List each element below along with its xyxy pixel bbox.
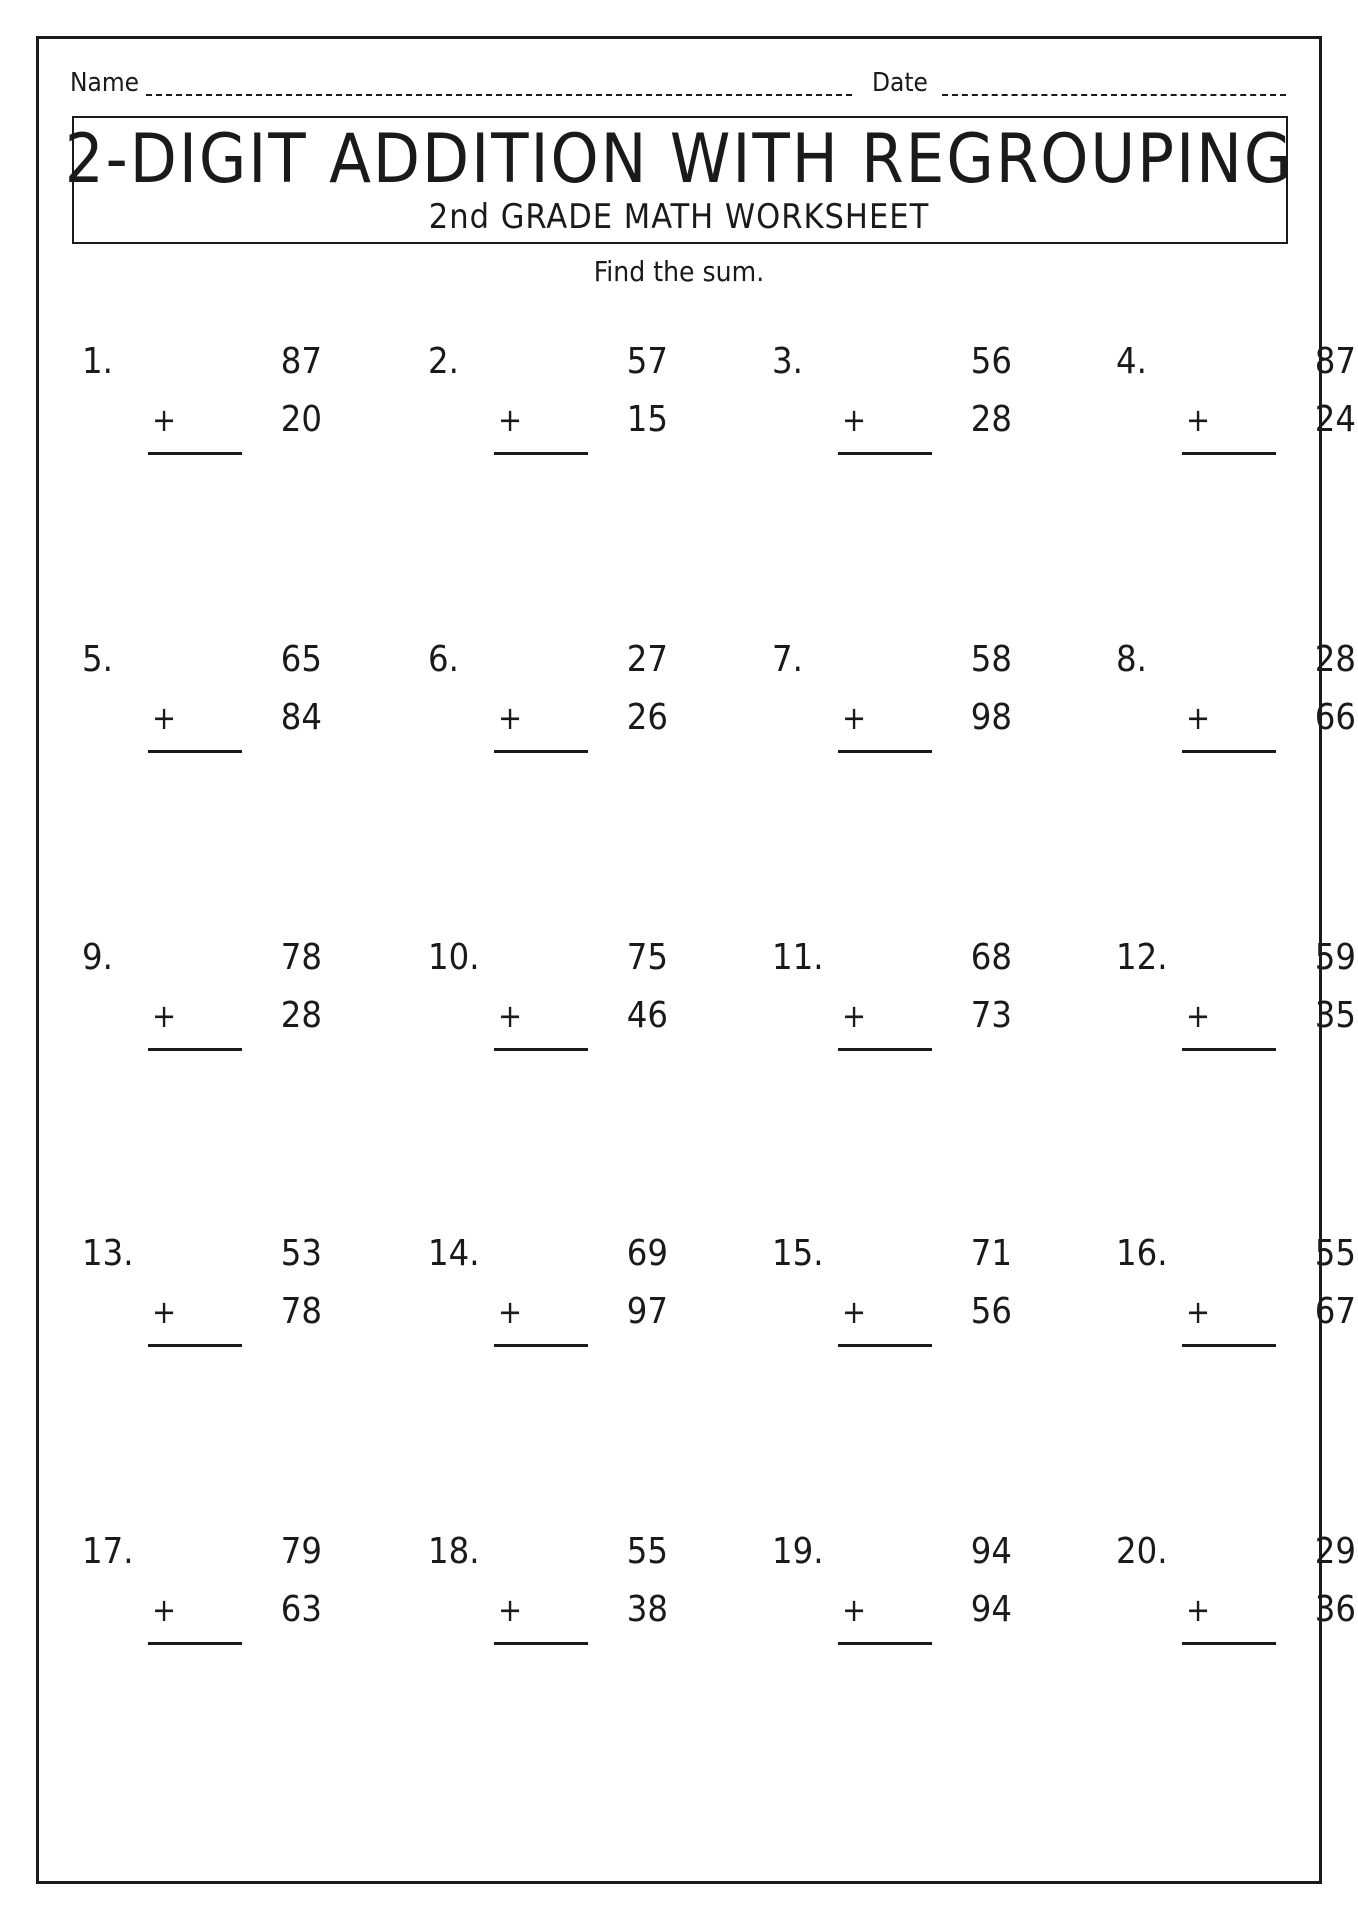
plus-sign: + [1186,699,1211,737]
plus-sign: + [152,699,177,737]
problem-4 [1116,340,1356,470]
problem-number: 12. [1116,937,1168,978]
problem-14 [428,1232,668,1362]
problem-number: 10. [428,937,480,978]
bottom-addend: 36 [1314,1589,1356,1630]
answer-line [494,1344,588,1347]
answer-line [494,452,588,455]
answer-line [148,750,242,753]
problem-16 [1116,1232,1356,1362]
problem-6 [428,638,668,768]
problem-17 [82,1530,322,1660]
plus-sign: + [842,997,867,1035]
bottom-addend: 38 [626,1589,668,1630]
bottom-addend: 66 [1314,697,1356,738]
answer-line [1182,1344,1276,1347]
plus-sign: + [498,1293,523,1331]
bottom-addend: 98 [970,697,1012,738]
problem-number: 8. [1116,639,1147,680]
problem-15 [772,1232,1012,1362]
problem-11 [772,936,1012,1066]
bottom-addend: 26 [626,697,668,738]
bottom-addend: 78 [280,1291,322,1332]
top-addend: 87 [280,341,322,382]
top-addend: 29 [1314,1531,1356,1572]
plus-sign: + [152,1293,177,1331]
bottom-addend: 84 [280,697,322,738]
problem-19 [772,1530,1012,1660]
plus-sign: + [498,401,523,439]
plus-sign: + [152,997,177,1035]
top-addend: 71 [970,1233,1012,1274]
top-addend: 69 [626,1233,668,1274]
answer-line [148,1642,242,1645]
top-addend: 68 [970,937,1012,978]
problem-number: 16. [1116,1233,1168,1274]
top-addend: 65 [280,639,322,680]
problem-number: 15. [772,1233,824,1274]
answer-line [148,452,242,455]
date-label: Date [872,68,928,98]
plus-sign: + [1186,1591,1211,1629]
bottom-addend: 28 [280,995,322,1036]
plus-sign: + [498,1591,523,1629]
problem-2 [428,340,668,470]
bottom-addend: 94 [970,1589,1012,1630]
bottom-addend: 20 [280,399,322,440]
problem-3 [772,340,1012,470]
top-addend: 78 [280,937,322,978]
problem-12 [1116,936,1356,1066]
top-addend: 87 [1314,341,1356,382]
bottom-addend: 28 [970,399,1012,440]
answer-line [494,1642,588,1645]
bottom-addend: 63 [280,1589,322,1630]
answer-line [1182,1642,1276,1645]
top-addend: 56 [970,341,1012,382]
answer-line [1182,1048,1276,1051]
answer-line [1182,750,1276,753]
plus-sign: + [498,699,523,737]
problem-number: 1. [82,341,113,382]
plus-sign: + [1186,997,1211,1035]
name-label: Name [70,68,140,98]
problem-7 [772,638,1012,768]
problem-number: 20. [1116,1531,1168,1572]
problem-13 [82,1232,322,1362]
bottom-addend: 73 [970,995,1012,1036]
answer-line [1182,452,1276,455]
answer-line [838,750,932,753]
answer-line [494,750,588,753]
problem-number: 9. [82,937,113,978]
top-addend: 55 [1314,1233,1356,1274]
plus-sign: + [842,1591,867,1629]
worksheet-subtitle: 2nd GRADE MATH WORKSHEET [428,197,930,237]
plus-sign: + [842,1293,867,1331]
problem-number: 17. [82,1531,134,1572]
problem-number: 14. [428,1233,480,1274]
top-addend: 94 [970,1531,1012,1572]
bottom-addend: 46 [626,995,668,1036]
plus-sign: + [1186,1293,1211,1331]
problem-number: 13. [82,1233,134,1274]
top-addend: 79 [280,1531,322,1572]
answer-line [838,452,932,455]
plus-sign: + [842,699,867,737]
problem-number: 11. [772,937,824,978]
problem-9 [82,936,322,1066]
problem-number: 7. [772,639,803,680]
problem-number: 18. [428,1531,480,1572]
plus-sign: + [1186,401,1211,439]
bottom-addend: 56 [970,1291,1012,1332]
answer-line [494,1048,588,1051]
problem-1 [82,340,322,470]
top-addend: 59 [1314,937,1356,978]
plus-sign: + [152,401,177,439]
bottom-addend: 24 [1314,399,1356,440]
top-addend: 28 [1314,639,1356,680]
bottom-addend: 97 [626,1291,668,1332]
answer-line [148,1344,242,1347]
problem-8 [1116,638,1356,768]
instruction-text: Find the sum. [593,255,765,288]
problem-number: 6. [428,639,459,680]
plus-sign: + [152,1591,177,1629]
top-addend: 58 [970,639,1012,680]
problem-number: 19. [772,1531,824,1572]
top-addend: 75 [626,937,668,978]
plus-sign: + [498,997,523,1035]
bottom-addend: 35 [1314,995,1356,1036]
top-addend: 55 [626,1531,668,1572]
answer-line [838,1048,932,1051]
top-addend: 27 [626,639,668,680]
problem-number: 2. [428,341,459,382]
worksheet-title: 2-DIGIT ADDITION WITH REGROUPING [64,120,1294,199]
plus-sign: + [842,401,867,439]
name-field[interactable] [146,94,852,96]
date-field[interactable] [942,94,1286,96]
top-addend: 57 [626,341,668,382]
answer-line [148,1048,242,1051]
problem-5 [82,638,322,768]
problem-number: 4. [1116,341,1147,382]
problem-20 [1116,1530,1356,1660]
problem-number: 5. [82,639,113,680]
problem-18 [428,1530,668,1660]
problem-10 [428,936,668,1066]
bottom-addend: 67 [1314,1291,1356,1332]
answer-line [838,1344,932,1347]
bottom-addend: 15 [626,399,668,440]
answer-line [838,1642,932,1645]
top-addend: 53 [280,1233,322,1274]
problem-number: 3. [772,341,803,382]
